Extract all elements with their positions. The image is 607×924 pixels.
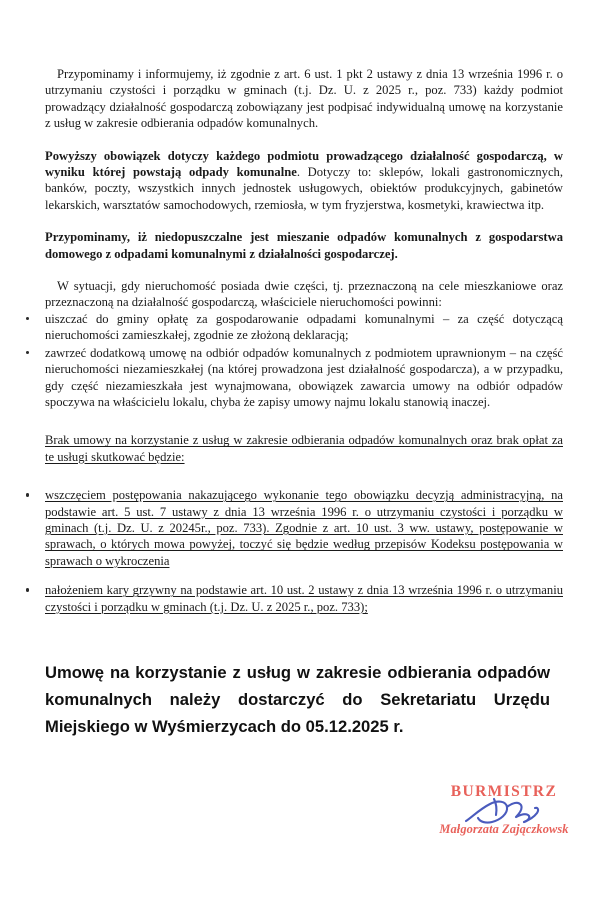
list-item-text: zawrzeć dodatkową umowę na odbiór odpadów komunalnych z podmiotem uprawnionym – na część nieruchomości niezamieszkałej (na której prowadzona jest działalność gospodarcza), a w przypadku, gdy część niezamieszkała jest wynajmowana, obowiązek zawarcia umowy na odbiór odpadów spoczywa na właścicielu lokalu, chyba że zapisy umowy najmu lokalu stanowią inaczej. [45,345,563,409]
obligation-rest-text: . Dotyczy to: sklepów, lokali gastronomicznych, banków, poczty, wszystkich innych jednostek usługowych, obiektów produkcyjnych, gabinetów lekarskich, warsztatów samochodowych, rzemiosła, w tym fryzjerstwa, kosmetyki, krawiectwa itp. [45,165,563,212]
consequences-heading-text: Brak umowy na korzystanie z usług w zakresie odbierania odpadów komunalnych oraz brak opłat za te usługi skutkować będzie: [45,433,563,464]
bullet-icon [26,317,29,320]
spacer [45,410,563,432]
spacer [45,645,563,659]
spacer [45,615,563,645]
bullet-icon [26,351,29,354]
list-item-text: wszczęciem postępowania nakazującego wykonanie tego obowiązku decyzją administracyjną, na podstawie art. 5 ust. 7 ustawy z dnia 13 września 1996 r. o utrzymaniu czystości i porządku w gminach (t.j. Dz. U. z 20245r., poz. 733). Zgodnie z art. 10 ust. 3 ww. ustawy, postępowanie w sprawach, o których mowa powyżej, toczyć się będzie według przepisów Kodeksu postępowania w sprawach o wykroczenia [45,488,563,568]
paragraph-mixing-warning: Przypominamy, iż niedopuszczalne jest mieszanie odpadów komunalnych z gospodarstwa domowego z odpadami komunalnymi z działalności gospodarczej. [45,230,563,261]
spacer [45,465,563,487]
official-stamp [424,783,584,853]
obligation-bold-text: Powyższy obowiązek dotyczy każdego podmiotu prowadzącego działalność gospodarczą, w wyniku której powstają odpady komunalne [45,148,563,180]
paragraph-obligation [45,148,563,214]
paragraph-two-parts-intro: W sytuacji, gdy nieruchomość posiada dwie części, tj. przeznaczoną na cele mieszkaniowe oraz przeznaczoną na działalność gospodarczą, właściciele nieruchomości powinni: [45,279,563,310]
list-item [27,487,563,569]
bullet-icon [26,588,29,591]
spacer [45,213,563,229]
spacer [45,132,563,148]
list-item-text: nałożeniem kary grzywny na podstawie art. 10 ust. 2 ustawy z dnia 13 września 1996 r. o utrzymaniu czystości i porządku w gminach (t.j. Dz. U. z 2025 r., poz. 733); [45,583,563,614]
obligations-list [45,311,563,410]
stamp-name-text: Małgorzata Zajączkowsk [439,822,569,836]
stamp-title-text: BURMISTRZ [450,783,558,800]
list-item [27,311,563,344]
list-item [27,582,563,615]
document-body [45,66,563,740]
list-item [27,345,563,411]
consequences-heading [45,432,563,465]
paragraph-intro: Przypominamy i informujemy, iż zgodnie z art. 6 ust. 1 pkt 2 ustawy z dnia 13 września 1996 r. o utrzymaniu czystości i porządku w gminach (t.j. Dz. U. z 2025 r., poz. 733) każdy podmiot prowadzący działalność gospodarczą zobowiązany jest podpisać indywidualną umowę na korzystanie z usług w zakresie odbierania odpadów komunalnych. [45,67,563,131]
closing-statement: Umowę na korzystanie z usług w zakresie odbierania odpadów komunalnych należy dostarczyć do Sekretariatu Urzędu Miejskiego w Wyśmierzycach do 05.12.2025 r. [45,662,550,736]
spacer [45,262,563,278]
list-item-text: uiszczać do gminy opłatę za gospodarowanie odpadami komunalnymi – za część dotyczącą nieruchomości zamieszkałej, zgodnie ze złożoną deklaracją; [45,311,563,343]
consequences-list [45,487,563,615]
bullet-icon [26,493,29,496]
